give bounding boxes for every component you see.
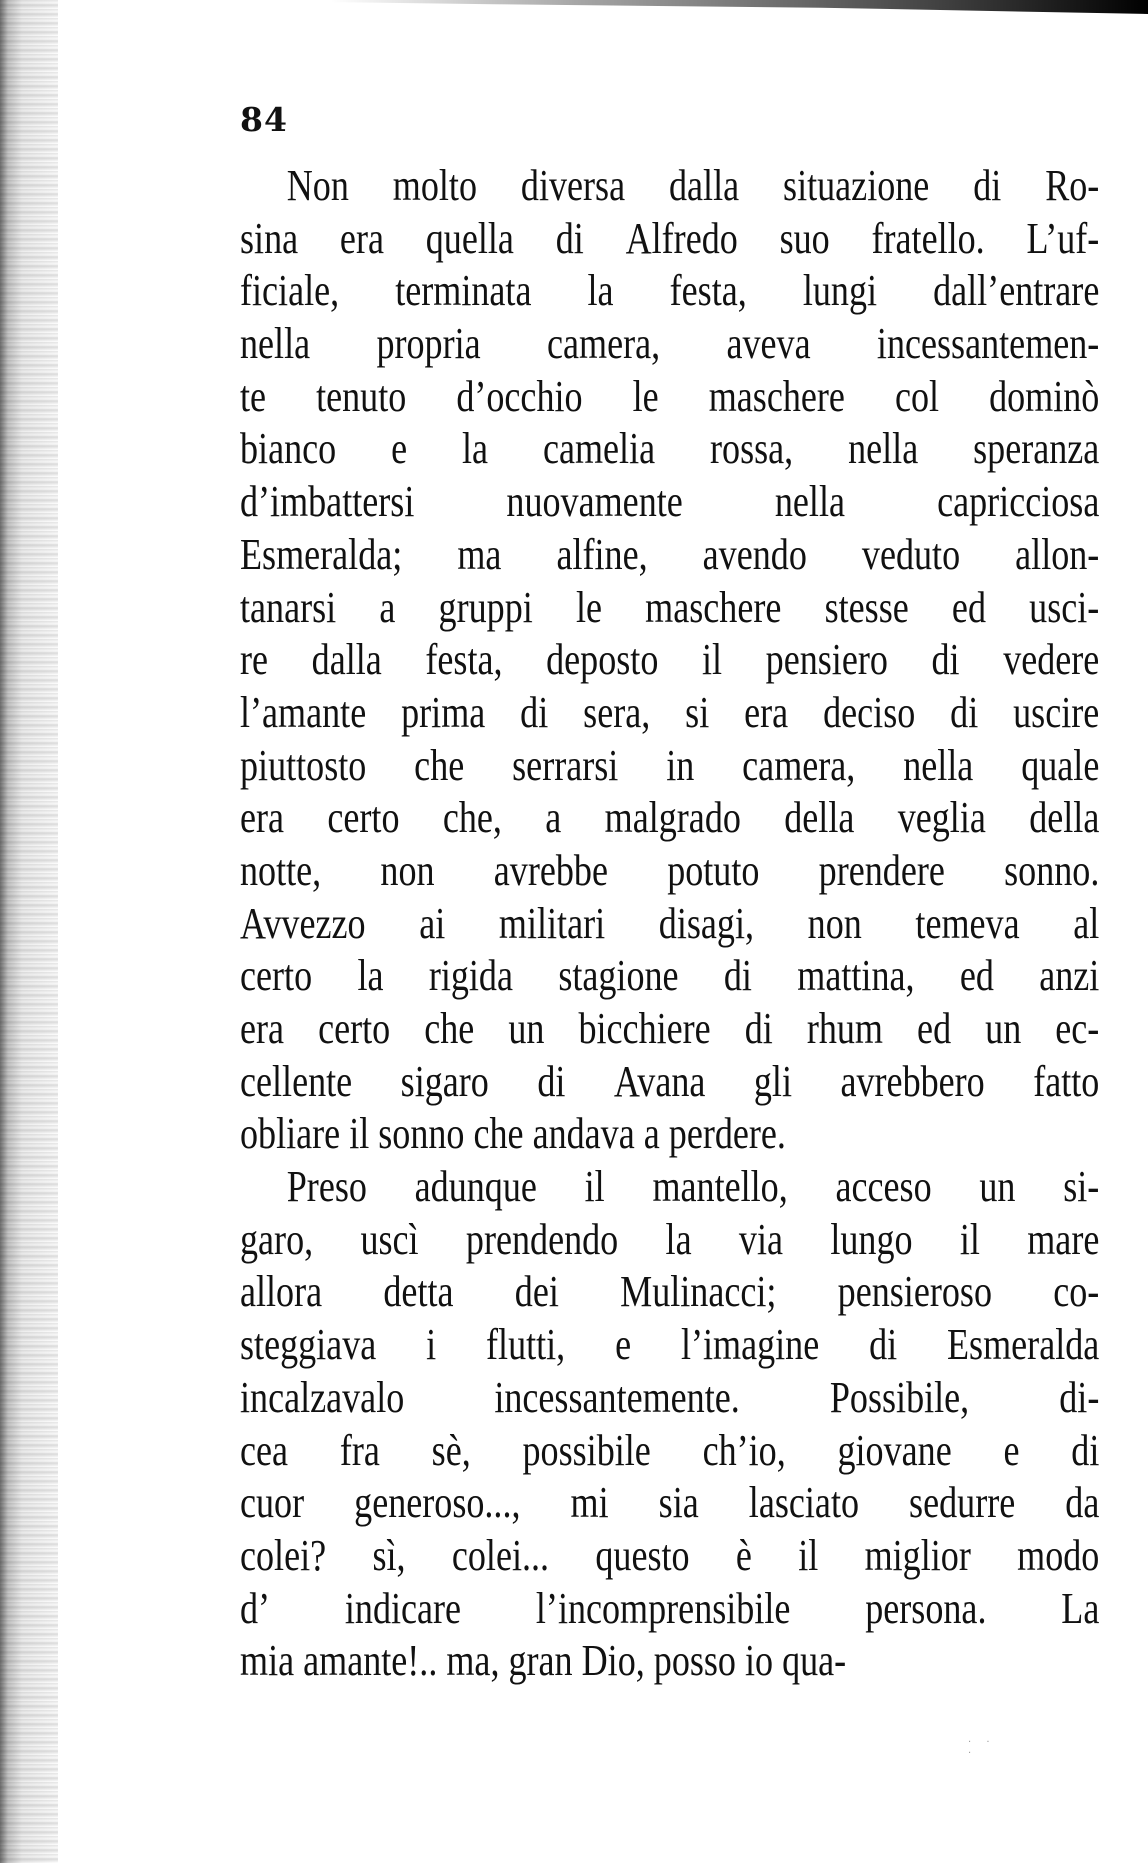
text-line: re dalla festa, deposto il pensiero di vedere <box>240 635 1100 685</box>
body-text <box>240 160 1100 1688</box>
text-line: Esmeralda; ma alfine, avendo veduto allon- <box>240 529 1100 579</box>
text-line: ficiale, terminata la festa, lungi dall’entrare <box>240 266 1100 316</box>
text-line: steggiava i flutti, e l’imagine di Esmeralda <box>240 1320 1100 1370</box>
text-line: te tenuto d’occhio le maschere col dominò <box>240 371 1100 421</box>
text-line: certo la rigida stagione di mattina, ed anzi <box>240 951 1100 1001</box>
text-line: allora detta dei Mulinacci; pensieroso co- <box>240 1267 1100 1317</box>
page-number: 84 <box>240 100 288 139</box>
text-line: Non molto diversa dalla situazione di Ro- <box>286 161 1100 210</box>
text-line: era certo che un bicchiere di rhum ed un ec- <box>240 1004 1100 1053</box>
text-line: obliare il sonno che andava a perdere. <box>240 1109 786 1159</box>
text-line: colei? sì, colei... questo è il miglior modo <box>240 1530 1100 1580</box>
text-line: d’imbattersi nuovamente nella capricciosa <box>240 477 1100 527</box>
text-line: cuor generoso..., mi sia lasciato sedurre da <box>240 1478 1100 1528</box>
text-line: sina era quella di Alfredo suo fratello. L’uf- <box>240 213 1100 263</box>
text-line: cellente sigaro di Avana gli avrebbero fatto <box>240 1056 1100 1106</box>
text-line: nella propria camera, aveva incessantemen- <box>240 319 1100 369</box>
top-rule <box>330 0 1148 14</box>
scan-specks: · · · <box>968 1737 996 1759</box>
binding-edge <box>0 0 58 1863</box>
text-line: bianco e la camelia rossa, nella speranza <box>240 424 1100 474</box>
text-line: Preso adunque il mantello, acceso un si- <box>286 1162 1100 1212</box>
text-line: cea fra sè, possibile ch’io, giovane e di <box>240 1425 1100 1475</box>
text-line: l’amante prima di sera, si era deciso di uscire <box>240 687 1100 737</box>
paragraph <box>240 160 1100 1161</box>
text-line: incalzavalo incessantemente. Possibile, di- <box>240 1372 1100 1422</box>
text-line: tanarsi a gruppi le maschere stesse ed usci- <box>240 582 1100 632</box>
text-line: piuttosto che serrarsi in camera, nella quale <box>240 740 1100 790</box>
text-line: era certo che, a malgrado della veglia della <box>240 793 1100 843</box>
text-line: d’ indicare l’incomprensibile persona. La <box>240 1583 1100 1633</box>
paragraph <box>240 1161 1100 1688</box>
text-line: mia amante!.. ma, gran Dio, posso io qua- <box>240 1636 847 1686</box>
text-line: garo, uscì prendendo la via lungo il mare <box>240 1214 1100 1264</box>
text-line: notte, non avrebbe potuto prendere sonno. <box>240 845 1100 895</box>
text-line: Avvezzo ai militari disagi, non temeva al <box>240 898 1100 948</box>
